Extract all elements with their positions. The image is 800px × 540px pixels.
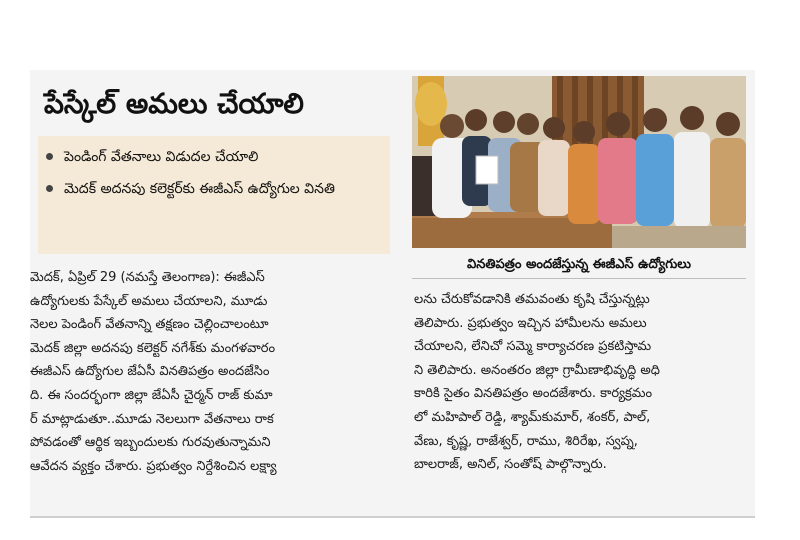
text-line: తెలిపారు. ప్రభుత్వం ఇచ్చిన హామీలను అమలు xyxy=(414,315,647,331)
text-line: లో మహిపాల్ రెడ్డి, శ్యామ్‌కుమార్, శంకర్, పాల్, xyxy=(414,409,651,425)
highlight-item xyxy=(46,144,386,170)
highlights-box xyxy=(38,136,390,254)
text-line: ఈజీఎస్ ఉద్యోగుల జేఏసీ వినతిపత్రం అందజేసిం xyxy=(30,364,270,380)
text-line: కారికి సైతం వినతిపత్రం అందజేశారు. కార్యక్రమం xyxy=(414,386,653,402)
article-column-left xyxy=(30,266,388,478)
text-line: చేయాలని, లేనిచో సమ్మె కార్యాచరణ ప్రకటిస్తామ xyxy=(414,339,652,355)
highlight-text: మెదక్ అదనపు కలెక్టర్‌కు ఈజీఎస్ ఉద్యోగుల వినతి xyxy=(64,181,335,197)
group-photo-illustration xyxy=(412,76,746,248)
text-line: మెదక్ జిల్లా అదనపు కలెక్టర్ నగేశ్‌కు మంగళవారం xyxy=(30,340,276,356)
text-line: ది. ఈ సందర్భంగా జిల్లా జేఏసీ చైర్మన్ రాజ్ కుమా xyxy=(30,387,273,403)
headline: పేస్కేల్ అమలు చేయాలి xyxy=(44,87,304,120)
bullet-icon xyxy=(46,185,53,192)
photo-caption: వినతిపత్రం అందజేస్తున్న ఈజీఎస్ ఉద్యోగులు xyxy=(412,252,746,279)
highlight-text: పెండింగ్ వేతనాలు విడుదల చేయాలి xyxy=(64,149,259,165)
text-line: బాలరాజ్, అనిల్, సంతోష్ పాల్గొన్నారు. xyxy=(414,457,607,473)
news-clipping xyxy=(30,70,755,518)
text-line: లను చేరుకోవడానికి తమవంతు కృషి చేస్తున్నట్లు xyxy=(414,292,650,307)
text-line: ఆవేదన వ్యక్తం చేశారు. ప్రభుత్వం నిర్దేశించిన లక్ష్యా xyxy=(30,458,277,474)
highlight-item xyxy=(46,176,386,236)
text-line: ఉద్యోగులకు పేస్కేల్ అమలు చేయాలని, మూడు xyxy=(30,293,268,309)
text-line: ర్ మాట్లాడుతూ..మూడు నెలలుగా వేతనాలు రాక xyxy=(30,411,274,427)
text-line: పోవడంతో ఆర్థిక ఇబ్బందులకు గురవుతున్నామని xyxy=(30,435,271,451)
text-line: నెలల పెండింగ్ వేతనాన్ని తక్షణం చెల్లించాలంటూ xyxy=(30,317,269,333)
text-line: మెదక్, ఏప్రిల్ 29 (నమస్తే తెలంగాణ): ఈజీఎస్ xyxy=(30,270,265,285)
text-line: వేణు, కృష్ణ, రాజేశ్వర్, రాము, శిరిరేఖ, స్వప్న, xyxy=(414,433,638,449)
article-column-right xyxy=(414,288,746,477)
bullet-icon xyxy=(46,153,53,160)
news-photo xyxy=(412,76,746,248)
text-line: ని తెలిపారు. అనంతరం జిల్లా గ్రామీణాభివృద్ధి అధి xyxy=(414,362,660,378)
